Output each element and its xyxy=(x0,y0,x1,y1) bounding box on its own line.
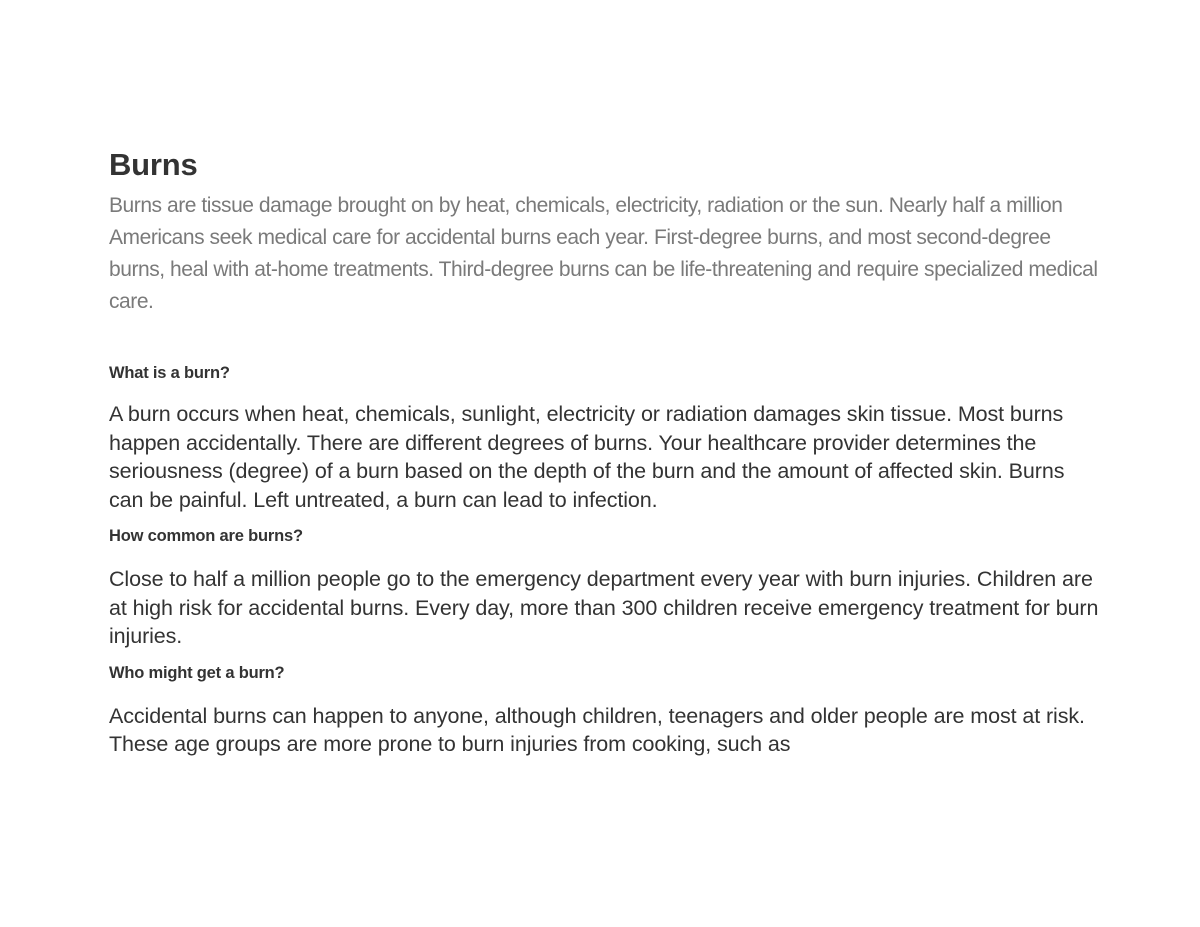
section-body-how-common: Close to half a million people go to the emergency department every year with burn injuries. Children are at high risk for accidental burns. Every day, more than 300 children receive emergency treatment for burn injuries. xyxy=(109,567,1099,648)
section-heading-how-common: How common are burns? xyxy=(109,527,303,545)
section-body-what-is-a-burn: A burn occurs when heat, chemicals, sunlight, electricity or radiation damages skin tissue. Most burns happen accidentally. There are different degrees of burns. Your healthcare provider determines the seriousness (degree) of a burn based on the depth of the burn and the amount of affected skin. Burns can be painful. Left untreated, a burn can lead to infection. xyxy=(109,402,1065,512)
article-intro: Burns are tissue damage brought on by heat, chemicals, electricity, radiation or the sun. Nearly half a million Americans seek medical care for accidental burns each year. First-degree burns, and most second-degree burns, heal with at-home treatments. Third-degree burns can be life-threatening and require specialized medical care. xyxy=(109,194,1098,313)
page-title: Burns xyxy=(109,147,198,182)
section-body-who-might-get: Accidental burns can happen to anyone, although children, teenagers and older people are most at risk. These age groups are more prone to burn injuries from cooking, such as xyxy=(109,703,1085,756)
section-heading-who-might-get: Who might get a burn? xyxy=(109,663,285,682)
article xyxy=(109,146,1099,759)
section-heading-what-is-a-burn: What is a burn? xyxy=(109,364,230,382)
